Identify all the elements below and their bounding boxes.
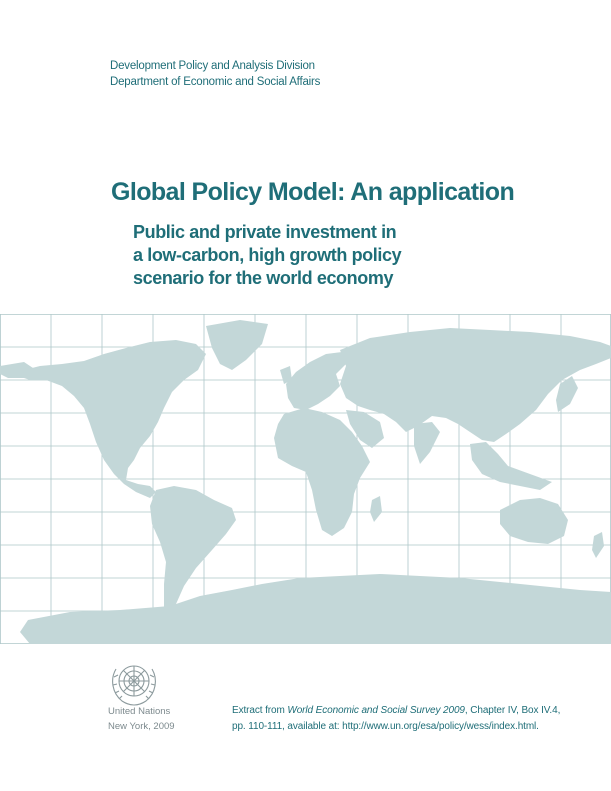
world-map — [0, 314, 611, 644]
page-title: Global Policy Model: An application — [111, 178, 515, 206]
publisher-label — [108, 704, 175, 734]
greenland-shape — [206, 320, 268, 370]
extract-suffix: , Chapter IV, Box IV.4, — [464, 705, 561, 716]
extract-line-2: pp. 110-111, available at: http://www.un.org/esa/policy/wess/index.html. — [232, 721, 539, 732]
europe-shape — [286, 352, 346, 410]
antarctica-shape — [20, 574, 611, 644]
division-line-1: Development Policy and Analysis Division — [110, 60, 315, 72]
southeast-asia-shape — [470, 442, 552, 490]
extract-note — [232, 703, 560, 735]
un-emblem-icon — [106, 655, 162, 711]
division-header — [110, 58, 320, 90]
extract-line-1 — [232, 703, 560, 719]
publisher-name: United Nations — [108, 706, 171, 717]
subtitle-line-3: scenario for the world economy — [133, 268, 394, 288]
page-subtitle — [133, 221, 401, 290]
extract-prefix: Extract from — [232, 705, 288, 716]
publisher-place-year: New York, 2009 — [108, 721, 175, 732]
north-america-shape — [18, 340, 206, 498]
madagascar-shape — [370, 496, 382, 522]
division-line-2: Department of Economic and Social Affairs — [110, 76, 321, 88]
continents — [0, 320, 611, 644]
india-shape — [414, 422, 440, 464]
subtitle-line-1: Public and private investment in — [133, 222, 397, 242]
new-zealand-shape — [592, 532, 604, 558]
extract-survey-title: World Economic and Social Survey 2009 — [287, 705, 465, 716]
subtitle-line-2: a low-carbon, high growth policy — [133, 245, 402, 265]
